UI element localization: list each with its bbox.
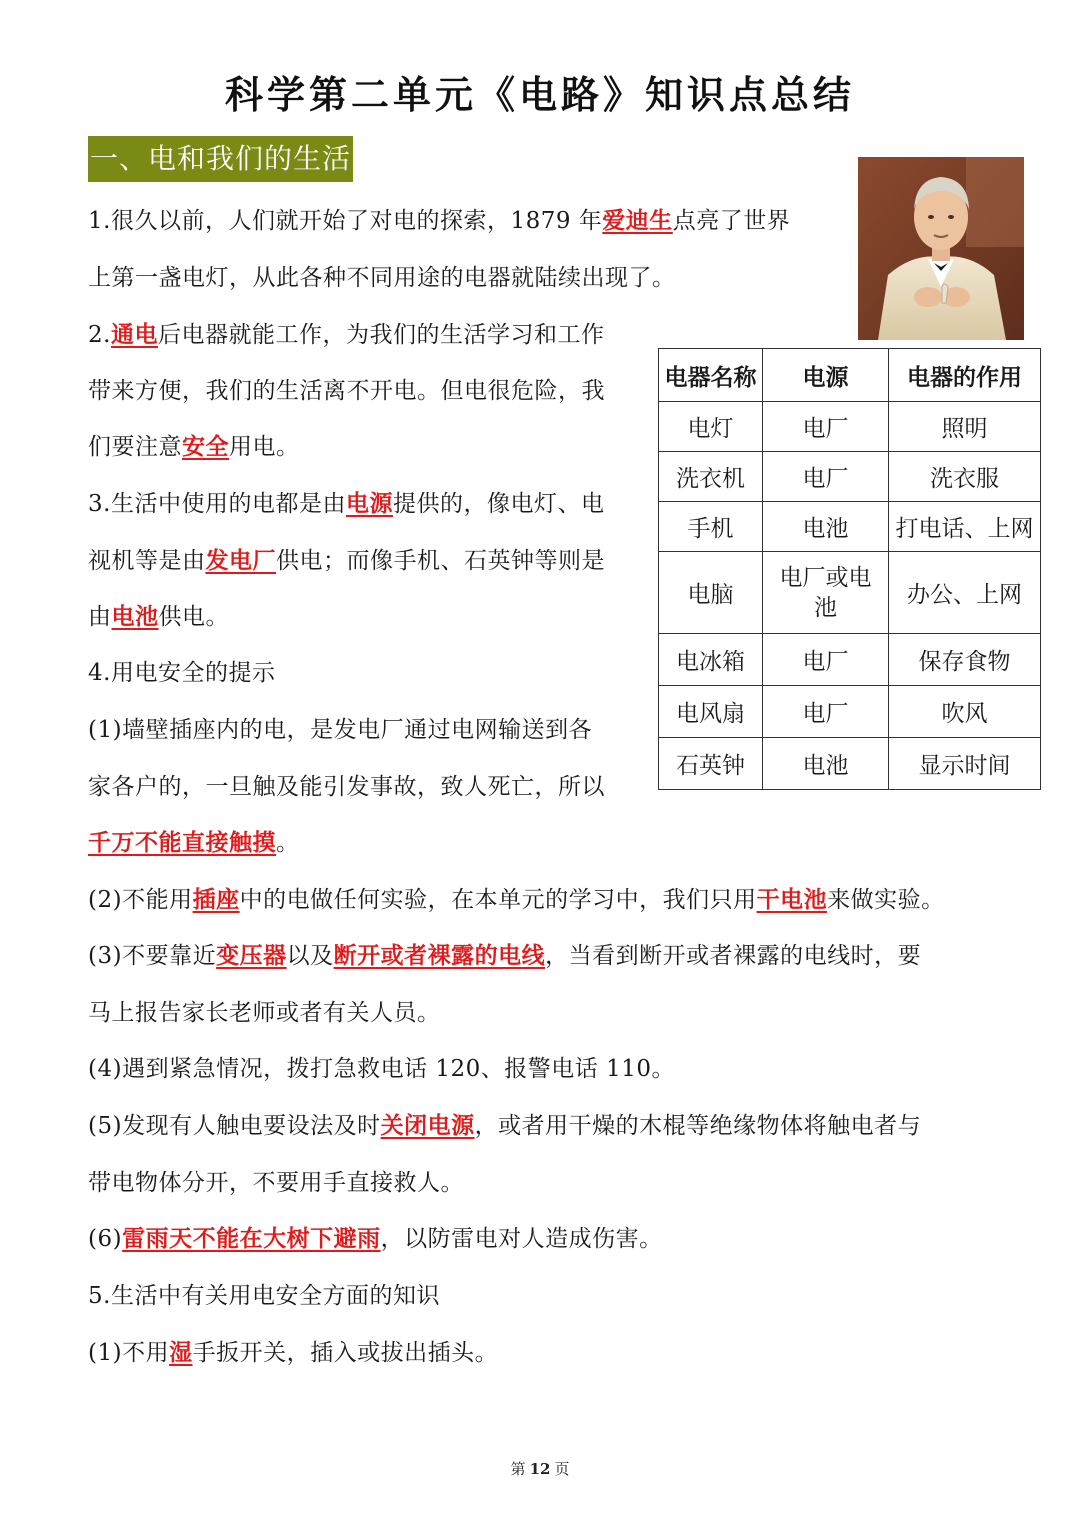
text-span: 点亮了世界 (672, 208, 791, 234)
footer-suffix: 页 (554, 1460, 570, 1478)
highlight-battery: 电池 (111, 603, 159, 630)
text-span: 以及 (286, 943, 334, 969)
paragraph-1-line-2: 上第一盏电灯，从此各种不同用途的电器就陆续出现了。 (88, 265, 676, 291)
paragraph-5-heading: 5.生活中有关用电安全方面的知识 (88, 1283, 440, 1309)
text-span: 手扳开关，插入或拔出插头。 (192, 1340, 499, 1366)
table-cell: 打电话、上网 (889, 502, 1041, 552)
footer-prefix: 第 (510, 1460, 526, 1478)
highlight-thunderstorm: 雷雨天不能在大树下避雨 (122, 1225, 381, 1252)
text-span: (2)不能用 (88, 887, 193, 913)
table-cell: 电风扇 (659, 686, 763, 738)
text-span: 2. (88, 322, 111, 348)
text-span: ，或者用干燥的木棍等绝缘物体将触电者与 (474, 1113, 922, 1139)
highlight-dry-battery: 干电池 (756, 886, 828, 913)
table-cell: 照明 (889, 402, 1041, 452)
text-span: 用电。 (229, 434, 300, 460)
tip-1-line-2: 家各户的，一旦触及能引发事故，致人死亡，所以 (88, 774, 605, 800)
table-cell: 手机 (659, 502, 763, 552)
table-row (659, 402, 1041, 452)
highlight-power-plant: 发电厂 (205, 547, 276, 574)
highlight-transformer: 变压器 (216, 942, 287, 969)
paragraph-2-line-2: 带来方便，我们的生活离不开电。但电很危险，我 (88, 378, 605, 404)
text-span: (6) (88, 1226, 123, 1252)
tip-5-line-2: 带电物体分开，不要用手直接救人。 (88, 1170, 464, 1196)
table-row (659, 502, 1041, 552)
page-title: 科学第二单元《电路》知识点总结 (224, 73, 855, 117)
section-heading: 一、电和我们的生活 (88, 136, 353, 182)
text-span: ，当看到断开或者裸露的电线时，要 (545, 943, 922, 969)
tip-6-line-1 (88, 1224, 663, 1254)
table-cell: 保存食物 (889, 634, 1041, 686)
text-span: ，以防雷电对人造成伤害。 (380, 1226, 663, 1252)
text-span: 3.生活中使用的电都是由 (88, 491, 346, 517)
table-cell: 洗衣服 (889, 452, 1041, 502)
text-span: 中的电做任何实验，在本单元的学习中，我们只用 (239, 887, 757, 913)
highlight-wet: 湿 (169, 1339, 193, 1366)
edison-portrait-image (858, 157, 1024, 340)
page-number: 12 (529, 1460, 551, 1478)
text-span: 们要注意 (88, 434, 182, 460)
highlight-edison: 爱迪生 (602, 207, 673, 234)
table-cell: 电厂 (763, 402, 889, 452)
tip-3-line-1 (88, 941, 921, 971)
paragraph-1-line-1 (88, 206, 790, 236)
tip-5-line-1 (88, 1111, 921, 1141)
highlight-power-source: 电源 (345, 490, 393, 517)
paragraph-2-line-3 (88, 432, 300, 462)
table-row (659, 738, 1041, 790)
page-footer (0, 1458, 1080, 1479)
table-cell: 电灯 (659, 402, 763, 452)
text-span: 由 (88, 604, 112, 630)
highlight-never-touch: 千万不能直接触摸 (88, 829, 276, 856)
table-cell: 显示时间 (889, 738, 1041, 790)
knowledge-1-line-1 (88, 1338, 498, 1368)
table-cell: 办公、上网 (889, 552, 1041, 634)
text-span: 视机等是由 (88, 548, 206, 574)
table-cell: 电厂 (763, 452, 889, 502)
table-cell: 电冰箱 (659, 634, 763, 686)
highlight-safety: 安全 (182, 433, 229, 460)
text-span: (5)发现有人触电要设法及时 (88, 1113, 381, 1139)
paragraph-3-line-1 (88, 489, 604, 519)
text-span: 供电；而像手机、石英钟等则是 (276, 548, 605, 574)
text-span: 供电。 (158, 604, 229, 630)
table-cell: 电厂 (763, 634, 889, 686)
paragraph-4-heading: 4.用电安全的提示 (88, 660, 276, 686)
table-cell: 电池 (763, 502, 889, 552)
tip-1-line-1: (1)墙壁插座内的电，是发电厂通过电网输送到各 (88, 717, 593, 743)
tip-4-line-1: (4)遇到紧急情况，拨打急救电话 120、报警电话 110。 (88, 1056, 676, 1082)
table-cell: 电池 (763, 738, 889, 790)
table-cell: 洗衣机 (659, 452, 763, 502)
table-header: 电器的作用 (889, 349, 1041, 402)
table-row (659, 552, 1041, 634)
text-span: 来做实验。 (827, 887, 945, 913)
text-span: 。 (276, 830, 300, 856)
highlight-socket: 插座 (192, 886, 240, 913)
text-span: 提供的，像电灯、电 (392, 491, 605, 517)
highlight-powered: 通电 (110, 321, 158, 348)
paragraph-3-line-2 (88, 546, 605, 576)
text-span: 后电器就能工作，为我们的生活学习和工作 (157, 322, 605, 348)
tip-1-line-3 (88, 828, 300, 858)
text-span: (3)不要靠近 (88, 943, 217, 969)
table-row (659, 452, 1041, 502)
table-cell: 石英钟 (659, 738, 763, 790)
table-cell: 电脑 (659, 552, 763, 634)
text-span: 1.很久以前，人们就开始了对电的探索，1879 年 (88, 208, 603, 234)
paragraph-3-line-3 (88, 602, 229, 632)
table-row (659, 634, 1041, 686)
highlight-exposed-wire: 断开或者裸露的电线 (333, 942, 546, 969)
paragraph-2-line-1 (88, 320, 604, 350)
text-span: (1)不用 (88, 1340, 170, 1366)
table-row (659, 686, 1041, 738)
table-cell: 吹风 (889, 686, 1041, 738)
table-cell: 电厂 (763, 686, 889, 738)
tip-3-line-2: 马上报告家长老师或者有关人员。 (88, 1000, 441, 1026)
table-header: 电器名称 (659, 349, 763, 402)
highlight-cut-power: 关闭电源 (380, 1112, 475, 1139)
tip-2-line-1 (88, 885, 945, 915)
appliance-table (658, 348, 1041, 790)
table-cell: 电厂或电池 (763, 552, 889, 634)
table-header-row (659, 349, 1041, 402)
table-header: 电源 (763, 349, 889, 402)
